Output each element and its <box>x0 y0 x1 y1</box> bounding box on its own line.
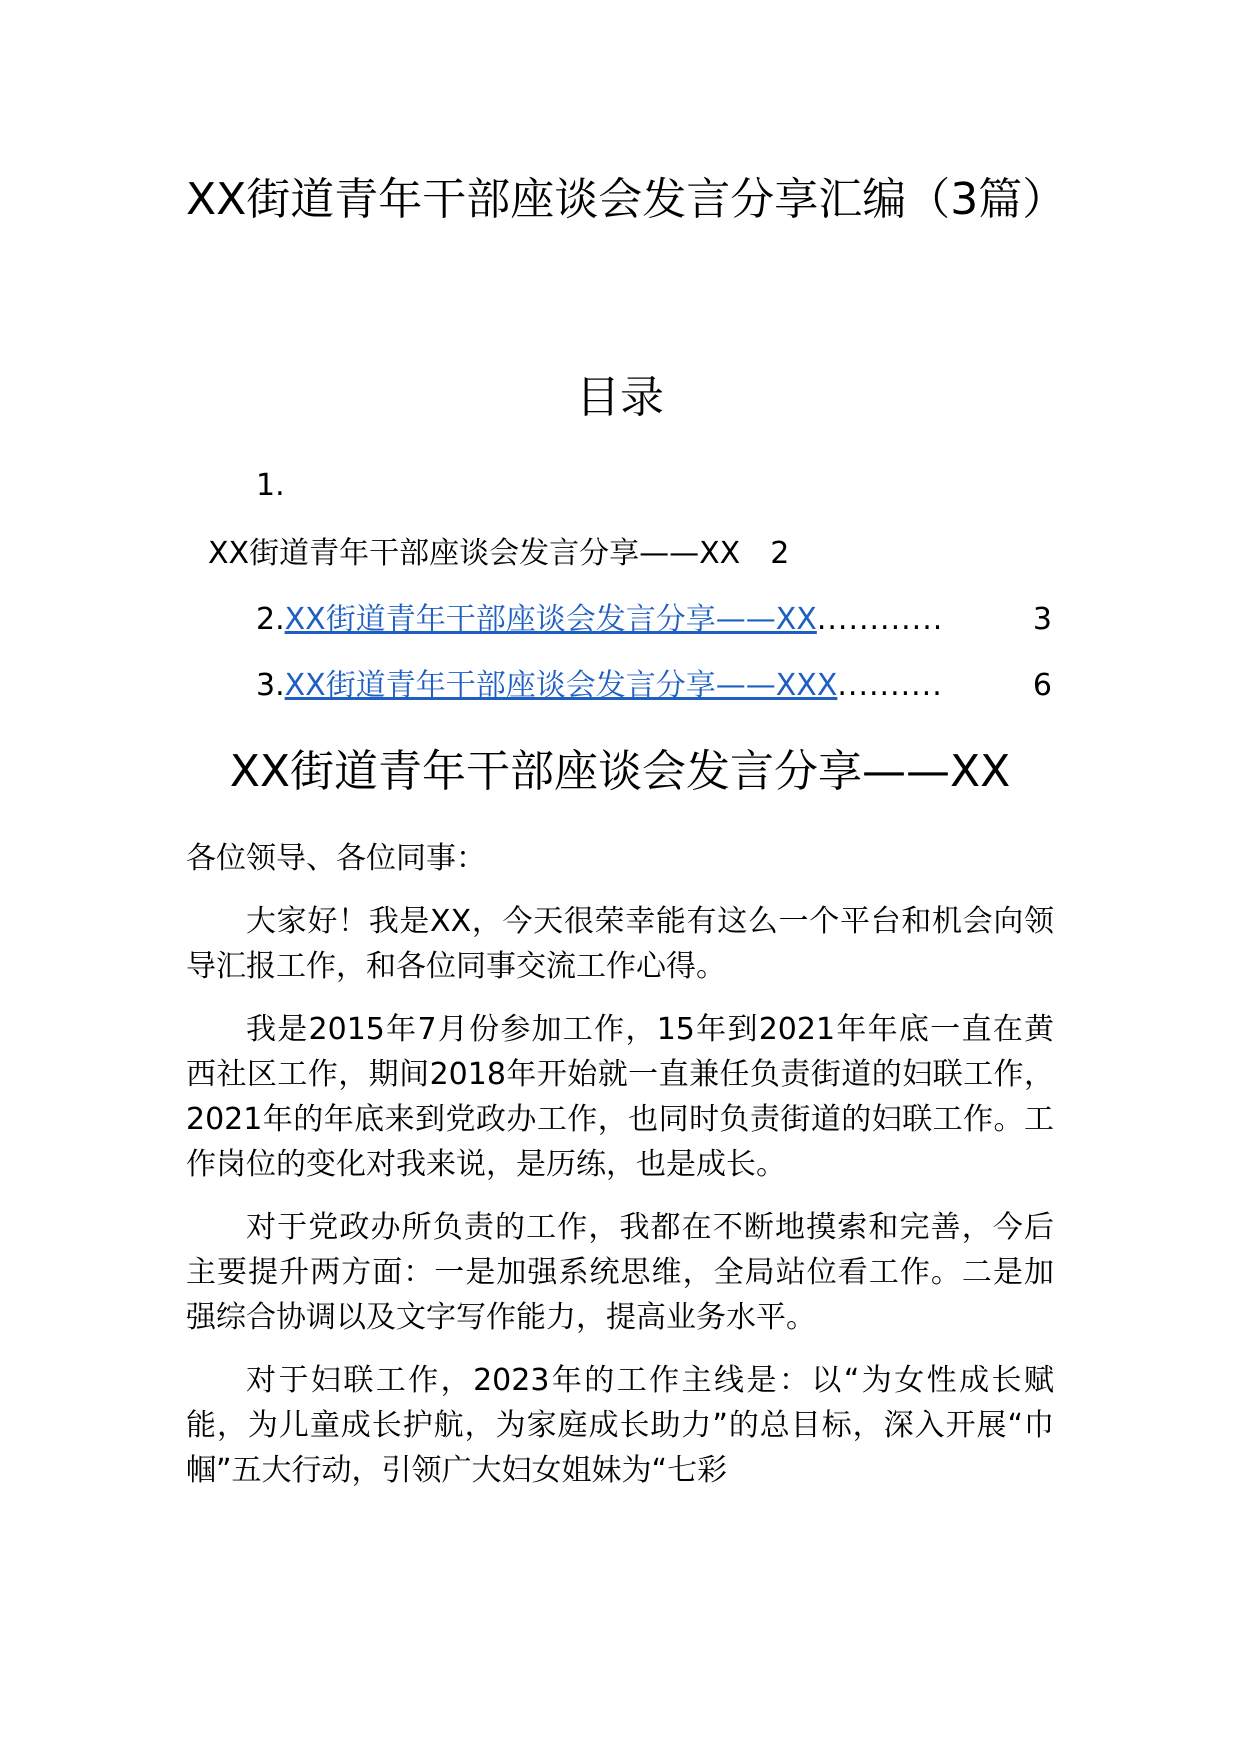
body-text <box>186 836 1054 1511</box>
salutation: 各位领导、各位同事： <box>186 841 486 876</box>
toc-item-2 <box>256 598 1052 642</box>
document-title: XX街道青年干部座谈会发言分享汇编（3篇） <box>186 174 1067 225</box>
toc-item-2-page: 3 <box>1032 602 1052 637</box>
toc-item-1-number: 1. <box>256 468 285 503</box>
paragraph: 我是2015年7月份参加工作，15年到2021年年底一直在黄西社区工作，期间2018年开始就一直兼任负责街道的妇联工作，2021年的年底来到党政办工作，也同时负责街道的妇联工作。工作岗位的变化对我来说，是历练，也是成长。 <box>186 1012 1054 1182</box>
paragraph: 大家好！我是XX，今天很荣幸能有这么一个平台和机会向领导汇报工作，和各位同事交流工作心得。 <box>186 904 1054 984</box>
toc-item-2-leader: ............ <box>816 602 944 637</box>
toc-item-3 <box>256 664 1052 708</box>
toc-item-3-link[interactable]: XX街道青年干部座谈会发言分享——XXX <box>284 668 838 703</box>
toc-item-1 <box>208 532 789 576</box>
toc-item-2-link[interactable]: XX街道青年干部座谈会发言分享——XX <box>284 602 817 637</box>
paragraph: 对于妇联工作，2023年的工作主线是：以“为女性成长赋能，为儿童成长护航，为家庭成长助力”的总目标，深入开展“巾帼”五大行动，引领广大妇女姐妹为“七彩 <box>186 1363 1054 1488</box>
toc-heading: 目录 <box>576 372 664 423</box>
toc-item-3-page: 6 <box>1032 668 1052 703</box>
paragraph: 对于党政办所负责的工作，我都在不断地摸索和完善，今后主要提升两方面：一是加强系统思维，全局站位看工作。二是加强综合协调以及文字写作能力，提高业务水平。 <box>186 1210 1054 1335</box>
toc-item-3-leader: .......... <box>837 668 943 703</box>
toc-item-2-number: 2. <box>256 602 285 637</box>
toc-item-1-page: 2 <box>770 536 790 571</box>
toc-item-1-text: XX街道青年干部座谈会发言分享——XX <box>208 536 741 571</box>
toc-item-3-number: 3. <box>256 668 285 703</box>
section-title: XX街道青年干部座谈会发言分享——XX <box>229 746 1011 797</box>
